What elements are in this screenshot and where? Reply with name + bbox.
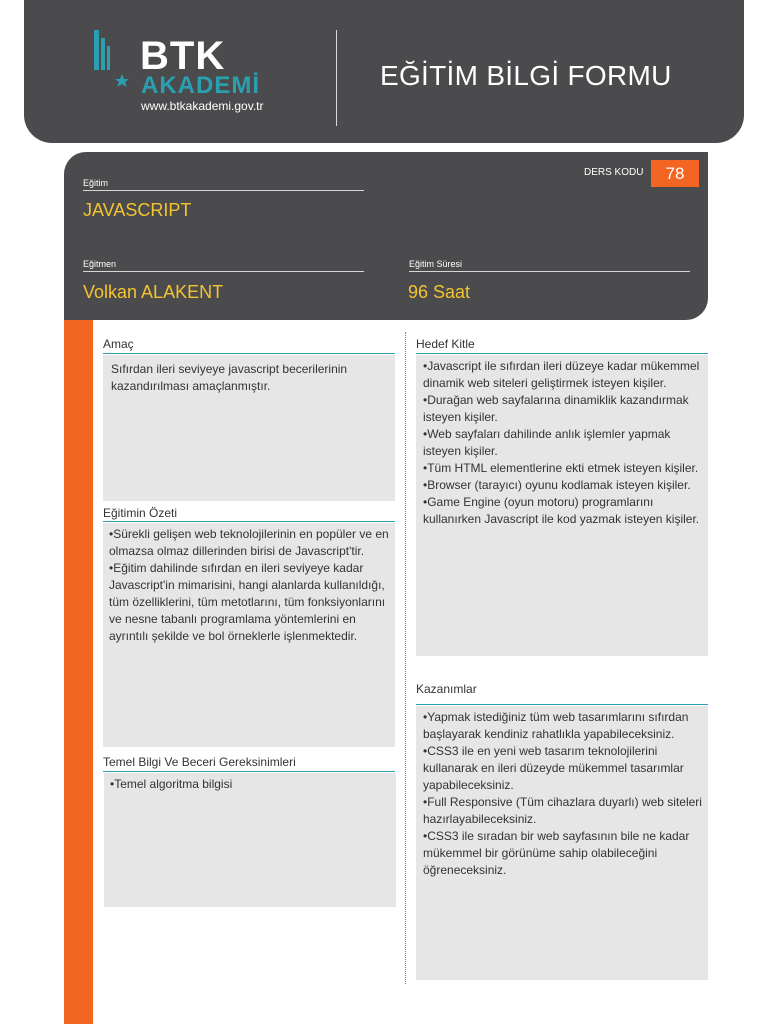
duration-value: 96 Saat bbox=[408, 282, 471, 302]
amac-title: Amaç bbox=[103, 337, 134, 351]
hedef-line: •Browser (tarayıcı) oyunu kodlamak isteyen kişiler. bbox=[423, 478, 691, 492]
hedef-line: isteyen kişiler. bbox=[423, 444, 498, 458]
ozet-line: ayrıntılı şekilde ve bol örneklerle işlenmektedir. bbox=[109, 629, 358, 643]
hedef-line: •Tüm HTML elementlerine ekti etmek isteyen kişiler. bbox=[423, 461, 699, 475]
instructor-label: Eğitmen bbox=[83, 259, 117, 269]
hedef-box bbox=[416, 355, 708, 656]
ozet-line: ve nesne tabanlı programlama yöntemlerini en bbox=[109, 612, 356, 626]
ozet-line: tüm özelliklerini, tüm metotlarını, tüm fonksiyonlarını bbox=[109, 595, 386, 609]
hedef-line: •Game Engine (oyun motoru) programlarını bbox=[423, 495, 654, 509]
kazanimlar-line: mükemmel bir görünüme sahip olabileceğini bbox=[423, 846, 658, 860]
hedef-line: kullanırken Javascript ile kod yazmak isteyen kişiler. bbox=[423, 512, 700, 526]
ozet-line: olmazsa olmaz dillerinden birisi de Javascript'tir. bbox=[109, 544, 365, 558]
kazanimlar-line: yapabileceksiniz. bbox=[423, 778, 514, 792]
course-code-label: DERS KODU bbox=[584, 167, 644, 178]
duration-label-rule bbox=[409, 271, 690, 272]
amac-rule bbox=[103, 353, 395, 354]
temel-title: Temel Bilgi Ve Beceri Gereksinimleri bbox=[103, 755, 296, 769]
instructor-name: Volkan ALAKENT bbox=[83, 282, 224, 302]
kazanimlar-line: hazırlayabileceksiniz. bbox=[423, 812, 537, 826]
form-title: EĞİTİM BİLGİ FORMU bbox=[380, 60, 672, 91]
course-name: JAVASCRIPT bbox=[83, 200, 192, 220]
temel-box bbox=[104, 773, 396, 907]
orange-side-bar bbox=[64, 320, 93, 1024]
kazanimlar-line: öğreneceksiniz. bbox=[423, 863, 507, 877]
kazanimlar-box bbox=[416, 706, 708, 980]
column-divider bbox=[405, 332, 406, 984]
course-label: Eğitim bbox=[83, 178, 109, 188]
ozet-line: Javascript'in mimarisini, hangi alanlarda kullanıldığı, bbox=[109, 578, 385, 592]
hedef-line: •Javascript ile sıfırdan ileri düzeye kadar mükemmel bbox=[423, 359, 700, 373]
logo-akademi-text: AKADEMİ bbox=[141, 72, 260, 99]
kazanimlar-line: •CSS3 ile sıradan bir web sayfasının bile ne kadar bbox=[423, 829, 690, 843]
hedef-line: •Web sayfaları dahilinde anlık işlemler yapmak bbox=[423, 427, 671, 441]
instructor-label-rule bbox=[83, 271, 364, 272]
ozet-line: •Eğitim dahilinde sıfırdan en ileri seviyeye kadar bbox=[109, 561, 364, 575]
amac-line: Sıfırdan ileri seviyeye javascript becerilerinin bbox=[111, 362, 348, 376]
logo-btk-text: BTK bbox=[140, 34, 226, 78]
kazanimlar-line: başlayarak kendiniz rahatlıkla yapabileceksiniz. bbox=[423, 727, 675, 741]
hedef-line: •Durağan web sayfalarına dinamiklik kazandırmak bbox=[423, 393, 689, 407]
kazanimlar-line: •Full Responsive (Tüm cihazlara duyarlı) web siteleri bbox=[423, 795, 702, 809]
amac-line: kazandırılması amaçlanmıştır. bbox=[111, 379, 271, 393]
hedef-title: Hedef Kitle bbox=[416, 337, 475, 351]
hedef-rule bbox=[416, 353, 708, 354]
course-code-badge: 78 bbox=[651, 160, 699, 187]
kazanimlar-line: kullanarak en ileri düzeyde mükemmel tasarımlar bbox=[423, 761, 684, 775]
ozet-rule bbox=[103, 521, 395, 522]
header-divider bbox=[336, 30, 337, 126]
btk-logo-icon bbox=[92, 28, 136, 100]
kazanimlar-line: •Yapmak istediğiniz tüm web tasarımlarını sıfırdan bbox=[423, 710, 689, 724]
kazanimlar-rule bbox=[416, 704, 708, 705]
website-url: www.btkakademi.gov.tr bbox=[141, 99, 264, 113]
duration-label: Eğitim Süresi bbox=[409, 259, 463, 269]
temel-line: •Temel algoritma bilgisi bbox=[110, 777, 233, 791]
hedef-line: dinamik web siteleri geliştirmek isteyen kişiler. bbox=[423, 376, 667, 390]
ozet-line: •Sürekli gelişen web teknolojilerinin en popüler ve en bbox=[109, 527, 389, 541]
course-label-rule bbox=[83, 190, 364, 191]
temel-rule bbox=[103, 771, 395, 772]
ozet-box bbox=[103, 523, 395, 747]
kazanimlar-line: •CSS3 ile en yeni web tasarım teknolojilerini bbox=[423, 744, 658, 758]
kazanimlar-title: Kazanımlar bbox=[416, 682, 477, 696]
amac-box bbox=[103, 355, 395, 501]
hedef-line: isteyen kişiler. bbox=[423, 410, 498, 424]
ozet-title: Eğitimin Özeti bbox=[103, 506, 178, 520]
